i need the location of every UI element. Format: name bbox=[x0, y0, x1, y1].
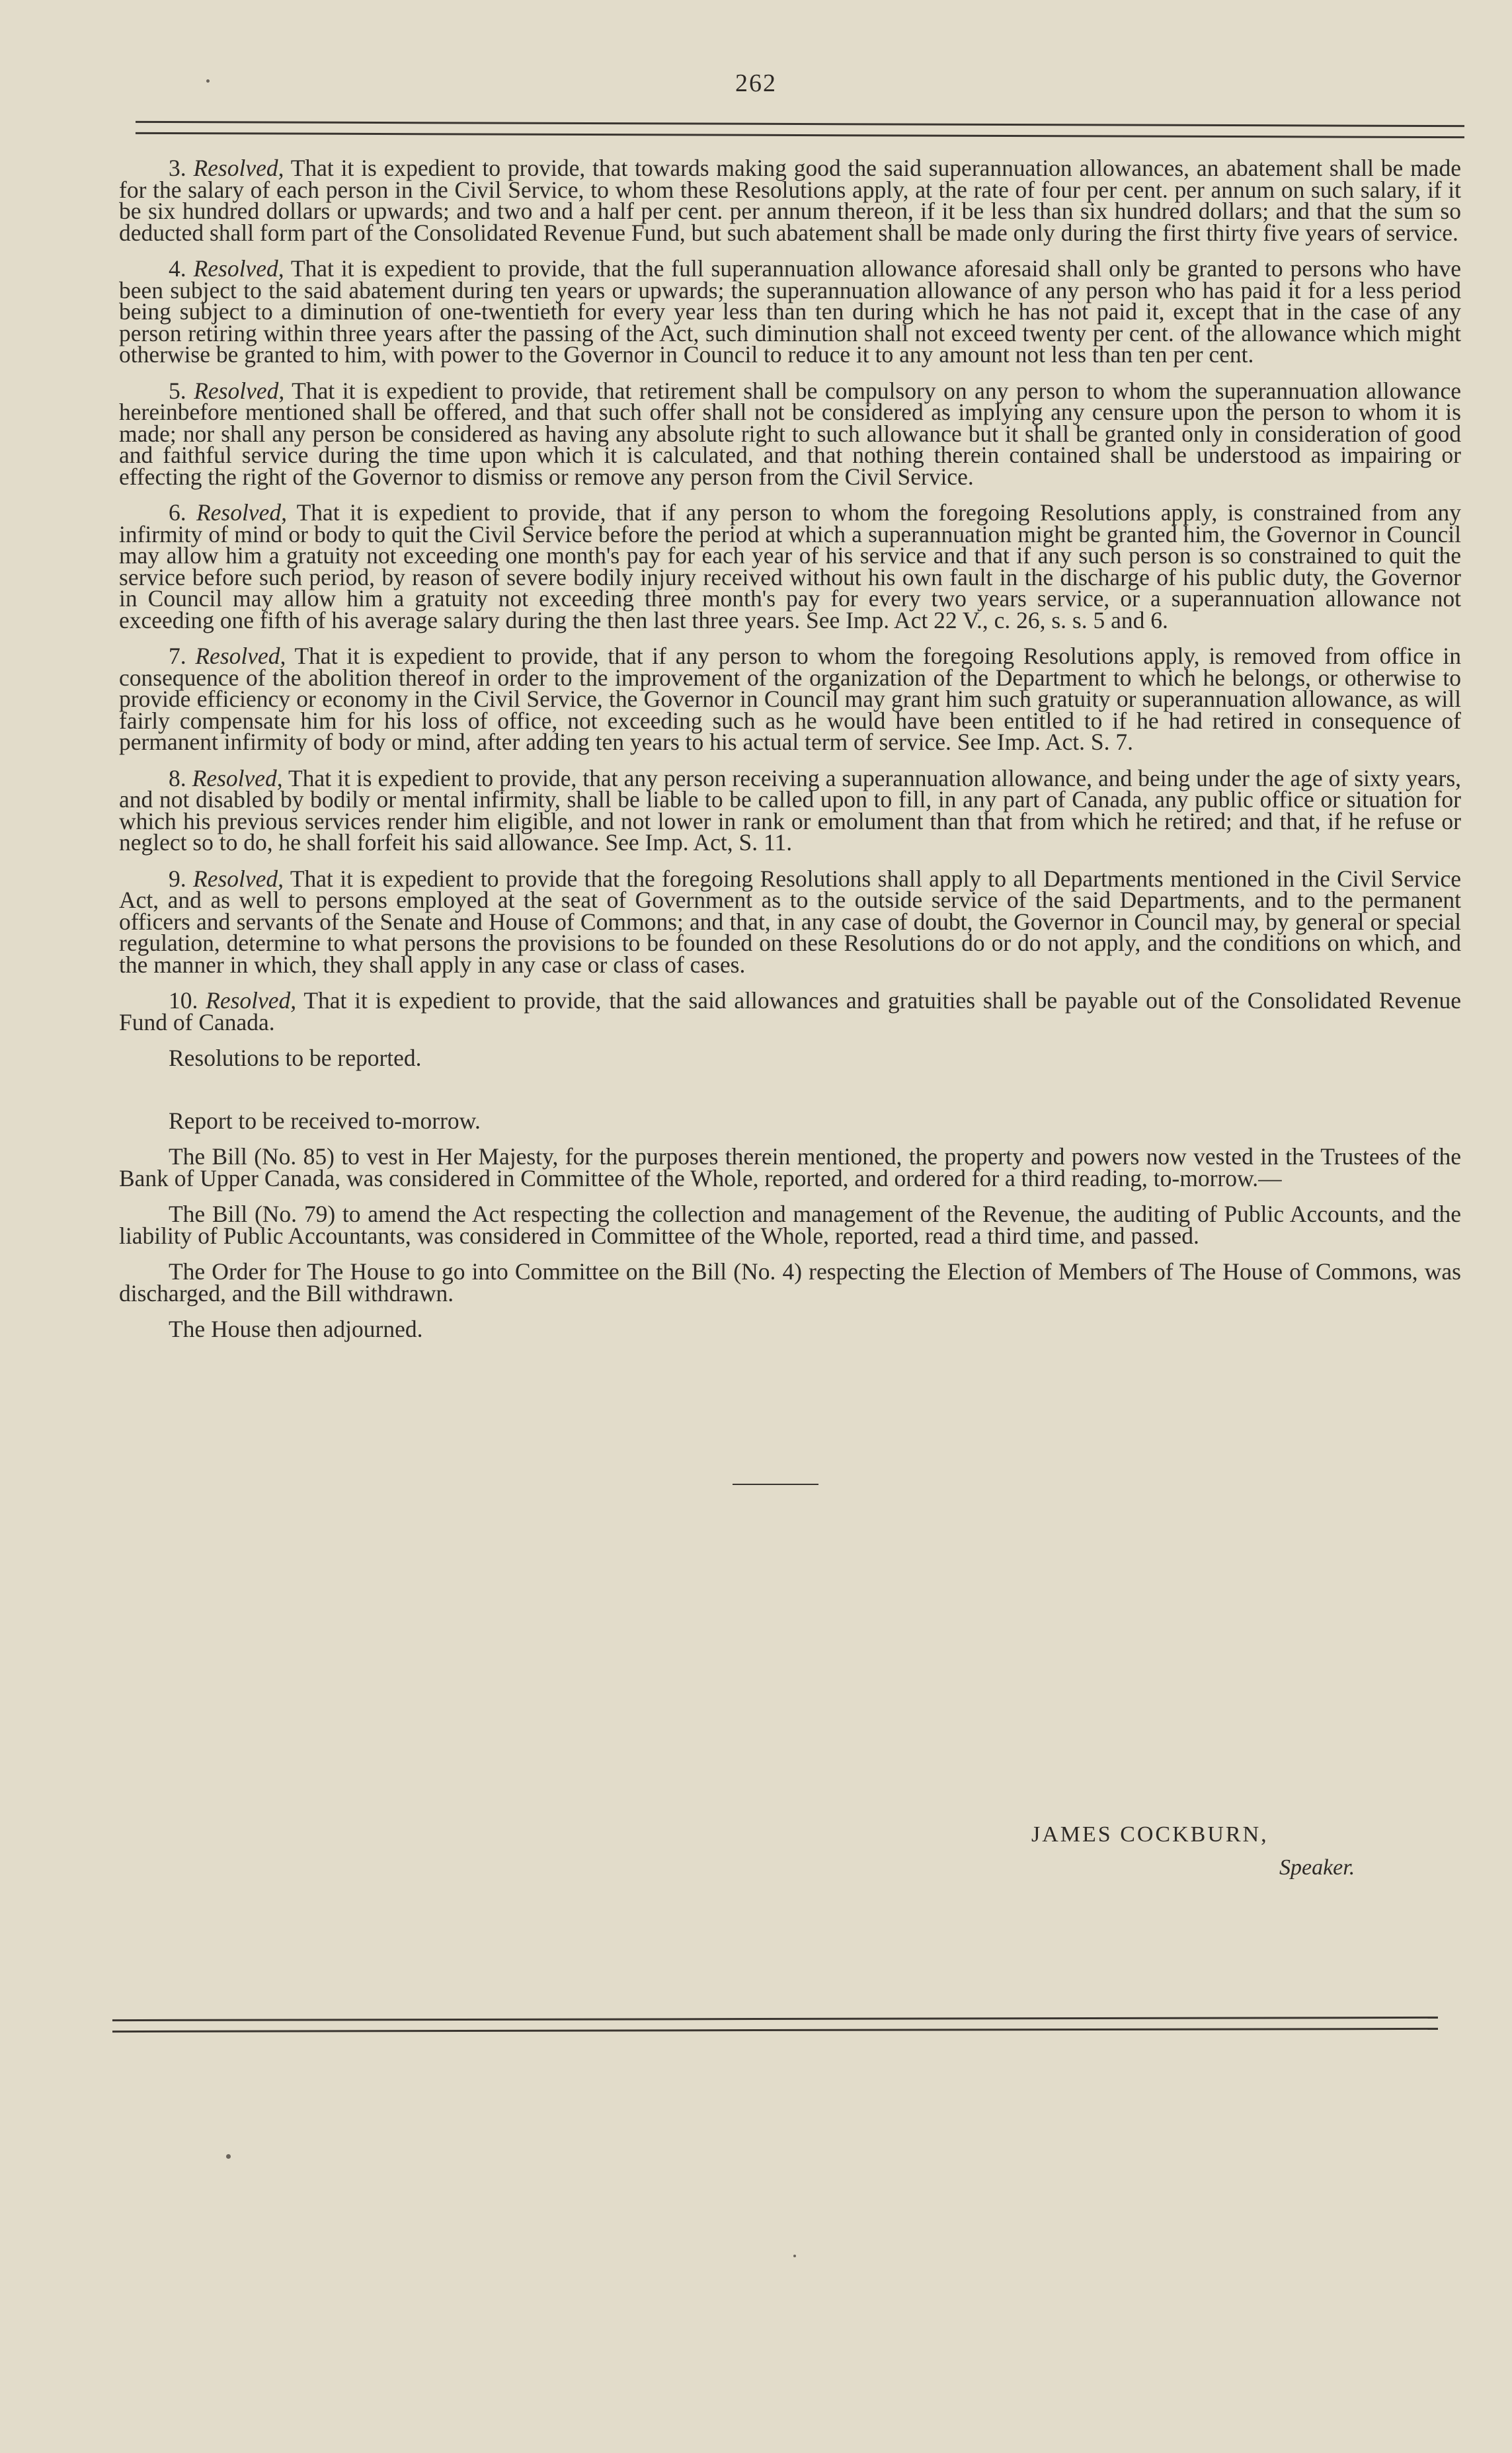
resolution-number: 6. bbox=[169, 499, 186, 526]
proceeding-paragraph: The House then adjourned. bbox=[169, 1316, 423, 1342]
resolution-text: That it is expedient to provide, that the full superannuation allowance aforesaid shall only be granted to persons who have been subject to the said abatement during ten years or upwards; the superannuation allowance of any person who has paid it for a less period being subject to a diminution of one-twentieth for every year less than ten during which he has not paid it, except that in the case of any person retiring within three years after the passing of the Act, such diminution shall not exceed twenty per cent. of the allowance which might otherwise be granted to him, with power to the Governor in Council to reduce it to any amount not less than ten per cent. bbox=[119, 255, 1462, 368]
resolution-number: 4. bbox=[169, 255, 186, 282]
resolution-paragraph bbox=[119, 155, 1462, 246]
resolution-label: Resolved, bbox=[194, 377, 285, 404]
proceeding-paragraph: Report to be received to-morrow. bbox=[169, 1107, 481, 1134]
proceeding-paragraph: The Order for The House to go into Committee on the Bill (No. 4) respecting the Election of Members of The House of Commons, was discharged, and the Bill withdrawn. bbox=[119, 1258, 1461, 1307]
resolution-number: 8. bbox=[169, 764, 186, 791]
resolution-number: 3. bbox=[169, 155, 186, 181]
resolutions-reported-line: Resolutions to be reported. bbox=[169, 1045, 422, 1071]
resolution-paragraph bbox=[119, 499, 1462, 633]
resolution-paragraph bbox=[119, 377, 1462, 490]
header-double-rule bbox=[136, 121, 1464, 138]
resolution-text: That it is expedient to provide, that the said allowances and gratuities shall be payable out of the Consolidated Revenue Fund of Canada. bbox=[119, 987, 1462, 1035]
resolution-label: Resolved, bbox=[206, 987, 297, 1014]
paper-speck bbox=[793, 2255, 796, 2257]
proceeding-paragraph: The Bill (No. 79) to amend the Act respecting the collection and management of the Revenue, the auditing of Public Accounts, and the liability of Public Accountants, was considered in Committee of the Whole, reported, read a third time, and passed. bbox=[119, 1201, 1461, 1249]
resolution-paragraph bbox=[119, 255, 1462, 368]
paper-speck bbox=[206, 79, 210, 83]
resolution-number: 5. bbox=[169, 377, 186, 404]
resolution-text: That it is expedient to provide that the foregoing Resolutions shall apply to all Departments mentioned in the Civil Service Act, and as well to persons employed at the seat of Government as to the outside service of the said Departments, and to the permanent officers and servants of the Senate and House of Commons; and that, in any case of doubt, the Governor in Council may, by general or special regulation, determine to what persons the provisions to be founded on these Resolutions do or do not apply, and the conditions on which, and the manner in which, they shall apply in any case or class of cases. bbox=[119, 865, 1461, 978]
resolution-text: That it is expedient to provide, that towards making good the said superannuation allowances, an abatement shall be made for the salary of each person in the Civil Service, to whom these Resolutions apply, at the rate of four per cent. per annum on such salary, if it be six hundred dollars or upwards; and two and a half per cent. per annum thereon, if it be less than six hundred dollars; and that the sum so deducted shall form part of the Consolidated Revenue Fund, but such abatement shall be made only during the first thirty five years of service. bbox=[119, 155, 1462, 246]
resolution-paragraph bbox=[119, 764, 1462, 856]
speaker-title: Speaker. bbox=[1279, 1855, 1355, 1880]
resolution-text: That it is expedient to provide, that if any person to whom the foregoing Resolutions apply, is constrained from any infirmity of mind or body to quit the Civil Service before the period at which a superannuation might be granted him, the Governor in Council may allow him a gratuity not exceeding one month's pay for each year of his service and that if any such person is so constrained to quit the service before such period, by reason of severe bodily injury received without his own fault in the discharge of his public duty, the Governor in Council may allow him a gratuity not exceeding three month's pay for every two years service, or a superannuation allowance not exceeding one fifth of his average salary during the then last three years. See Imp. Act 22 V., c. 26, s. s. 5 and 6. bbox=[119, 499, 1462, 633]
resolution-paragraph bbox=[119, 865, 1461, 978]
resolution-label: Resolved, bbox=[193, 255, 284, 282]
resolution-label: Resolved, bbox=[195, 643, 286, 669]
resolution-label: Resolved, bbox=[192, 764, 283, 791]
footer-double-rule bbox=[112, 2017, 1438, 2032]
resolution-text: That it is expedient to provide, that if any person to whom the foregoing Resolutions apply, is removed from office in consequence of the abolition thereof in order to the improvement of the organization of the Department to which he belongs, or otherwise to provide efficiency or economy in the Civil Service, the Governor in Council may grant him such gratuity or superannuation allowance, as will fairly compensate him for his loss of office, not exceeding such as he would have been entitled to if he had retired in consequence of permanent infirmity of body or mind, after adding ten years to his actual term of service. See Imp. Act. S. 7. bbox=[119, 643, 1462, 755]
signature-block bbox=[1031, 1818, 1402, 1884]
resolution-number: 9. bbox=[169, 865, 186, 892]
resolution-text: That it is expedient to provide, that retirement shall be compulsory on any person to whom the superannuation allowance hereinbefore mentioned shall be offered, and that such offer shall not be considered as implying any censure upon the person to whom it is made; nor shall any person be considered as having any absolute right to such allowance but it shall be granted only in consideration of good and faithful service during the time upon which it is calculated, and that nothing therein contained shall be understood as impairing or effecting the right of the Governor to dismiss or remove any person from the Civil Service. bbox=[119, 377, 1462, 490]
resolution-label: Resolved, bbox=[193, 155, 284, 181]
resolution-paragraph bbox=[119, 645, 1461, 753]
proceeding-paragraph: The Bill (No. 85) to vest in Her Majesty, for the purposes therein mentioned, the property and powers now vested in the Trustees of the Bank of Upper Canada, was considered in Committee of the Whole, reported, and ordered for a third reading, to-morrow.— bbox=[119, 1143, 1461, 1191]
speaker-name: JAMES COCKBURN, bbox=[1031, 1822, 1269, 1847]
resolution-number: 10. bbox=[169, 987, 198, 1014]
resolution-number: 7. bbox=[169, 643, 186, 669]
resolution-paragraph bbox=[119, 987, 1462, 1035]
resolution-text: That it is expedient to provide, that any person receiving a superannuation allowance, and being under the age of sixty years, and not disabled by bodily or mental infirmity, shall be liable to be called upon to fill, in any part of Canada, any public office or situation for which his previous services render him eligible, and not lower in rank or emolument than that from which he retired; and that, if he refuse or neglect so to do, he shall forfeit his said allowance. See Imp. Act, S. 11. bbox=[119, 764, 1462, 856]
resolution-label: Resolved, bbox=[196, 499, 287, 526]
resolution-label: Resolved, bbox=[193, 865, 284, 892]
page-number: 262 bbox=[735, 69, 777, 97]
paper-speck bbox=[226, 2154, 231, 2159]
document-body bbox=[119, 157, 1461, 1355]
section-divider bbox=[733, 1484, 818, 1485]
